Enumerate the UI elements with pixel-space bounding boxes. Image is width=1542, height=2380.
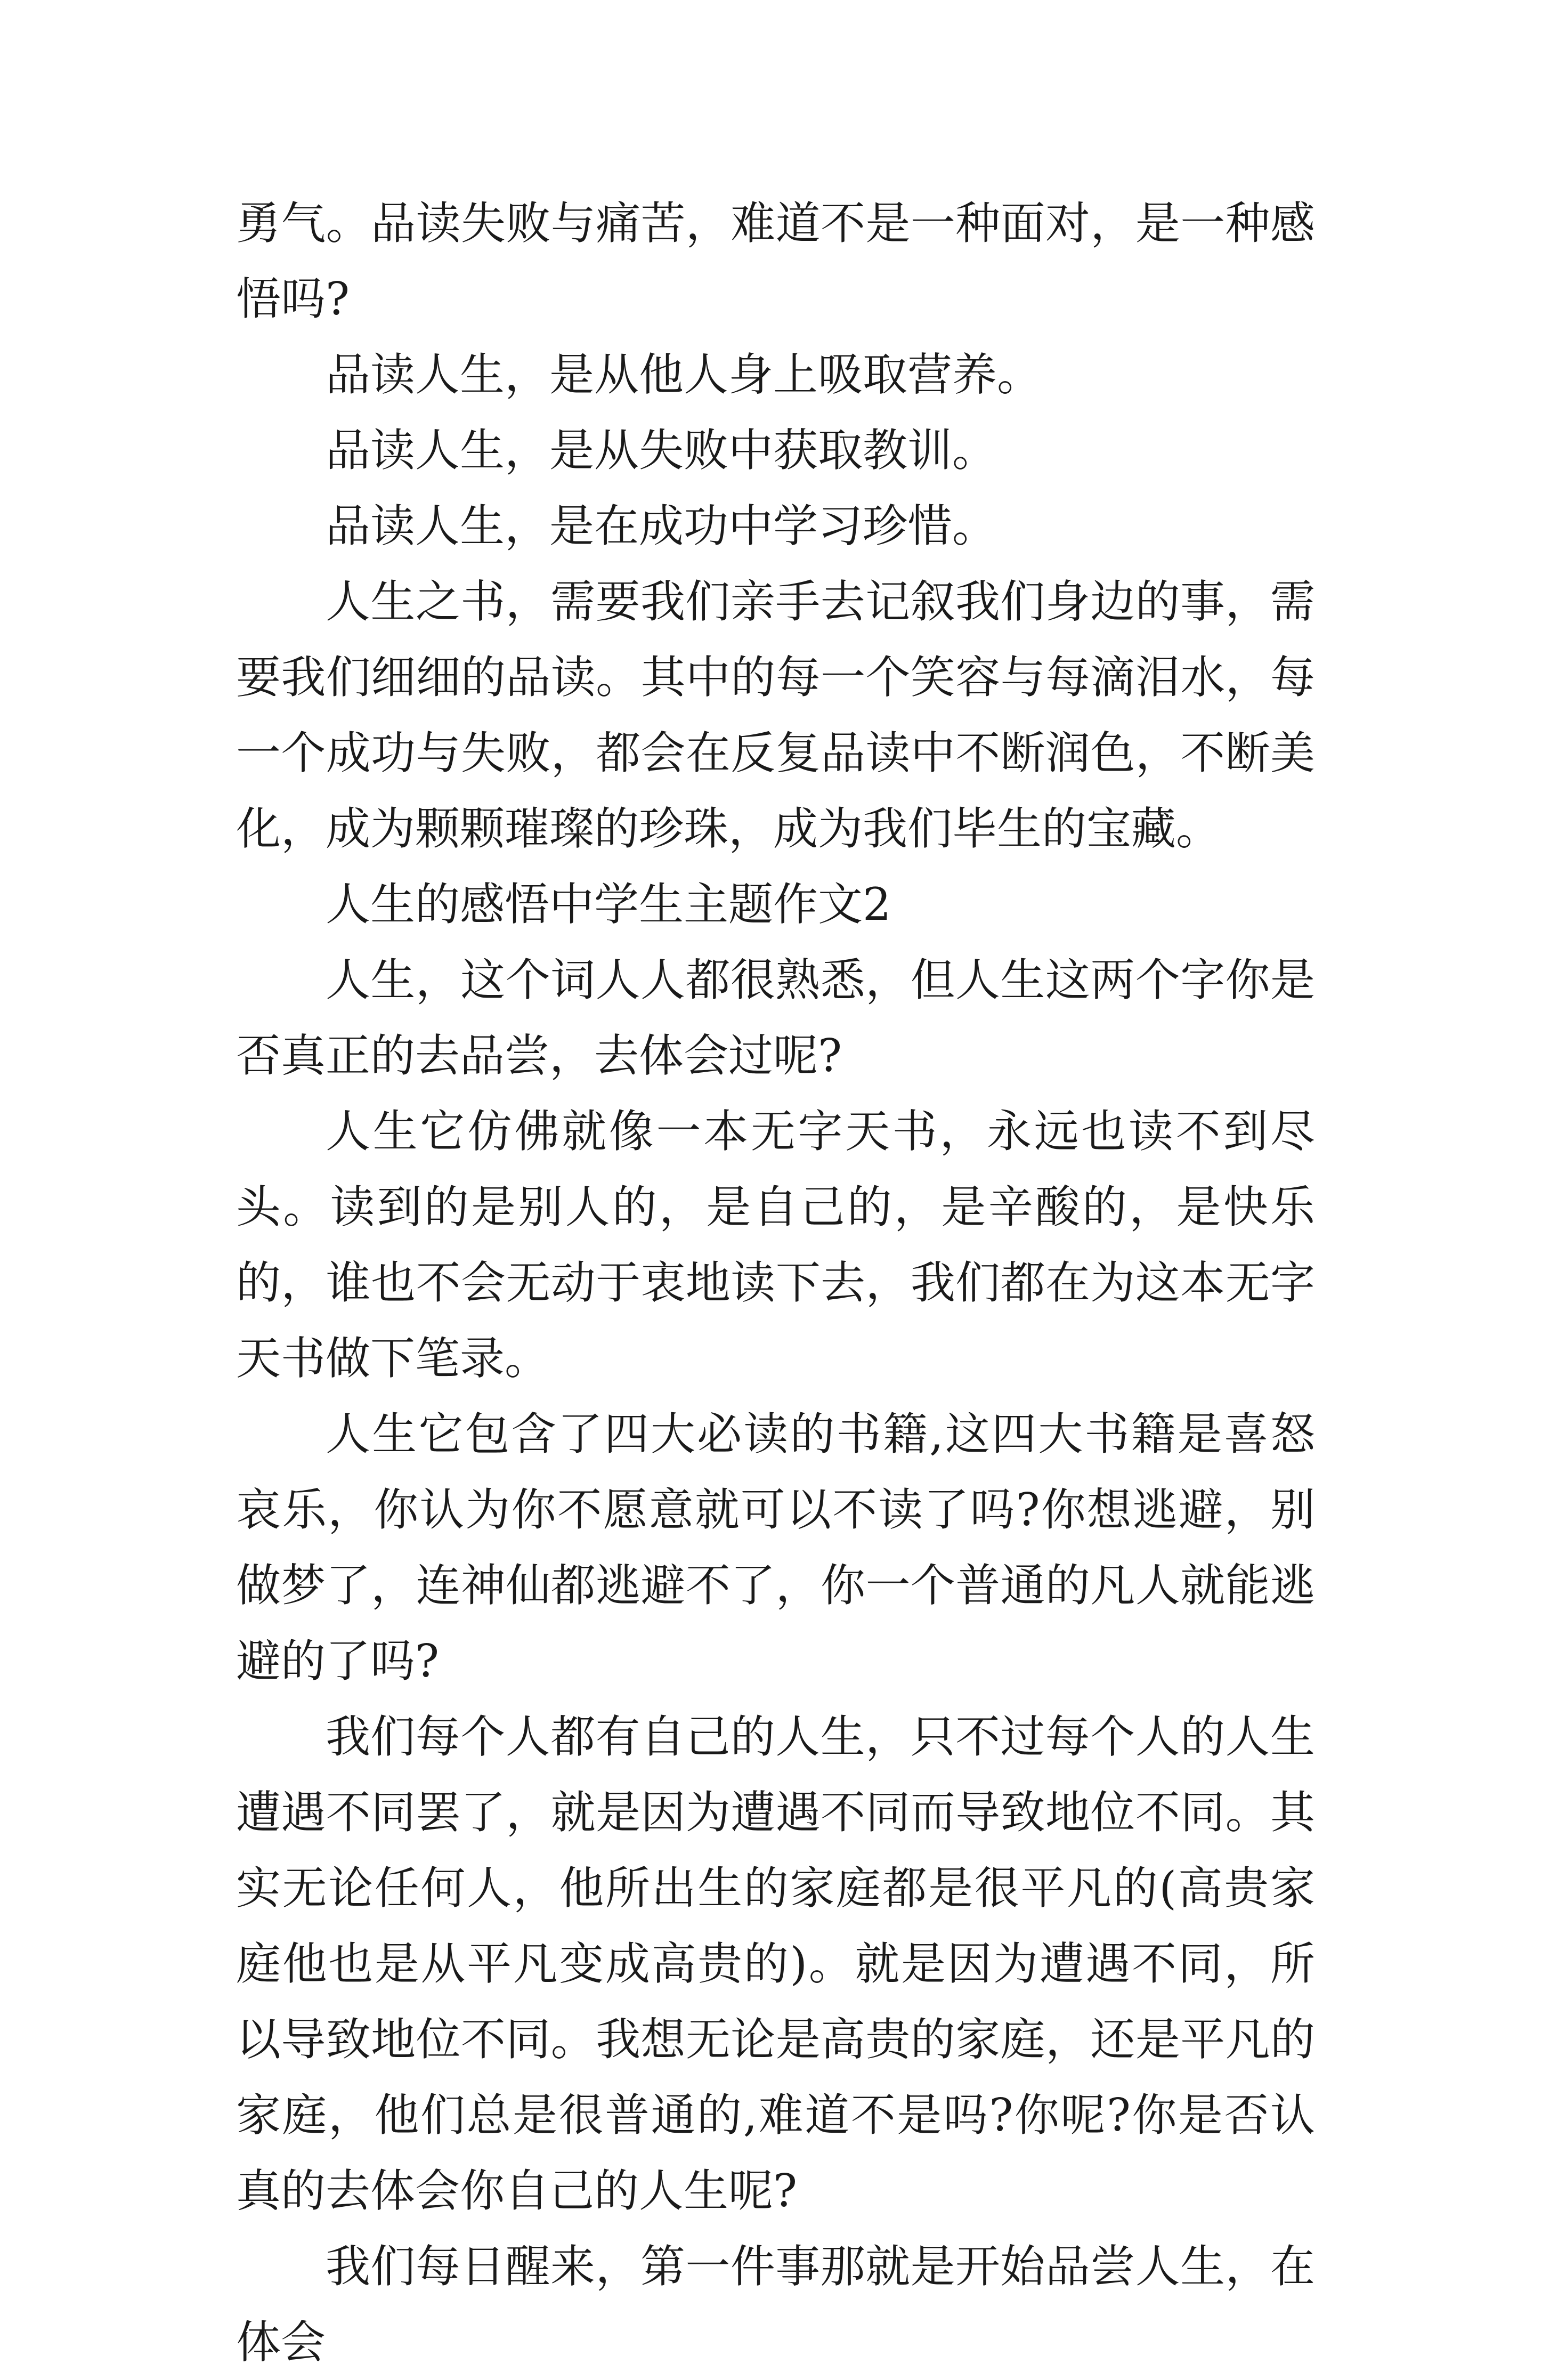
- paragraph-2: 品读人生，是从他人身上吸取营养。: [326, 349, 1042, 401]
- paragraph-5: 人生之书，需要我们亲手去记叙我们身边的事，需要我们细细的品读。其中的每一个笑容与每滴泪水，每一个成功与失败，都会在反复品读中不断润色，不断美化，成为颗颗璀璨的珍珠，成为我们毕生的宝藏。: [236, 576, 1315, 855]
- paragraph-9: 人生它包含了四大必读的书籍,这四大书籍是喜怒哀乐，你认为你不愿意就可以不读了吗?你想逃避，别做梦了，连神仙都逃避不了，你一个普通的凡人就能逃避的了吗?: [236, 1408, 1315, 1687]
- paragraph-1: 勇气。品读失败与痛苦，难道不是一种面对，是一种感悟吗?: [236, 197, 1315, 325]
- paragraph-4: 品读人生，是在成功中学习珍惜。: [326, 500, 997, 552]
- essay-text: [236, 185, 1315, 2380]
- paragraph-8: 人生它仿佛就像一本无字天书，永远也读不到尽头。读到的是别人的，是自己的，是辛酸的，是快乐的，谁也不会无动于衷地读下去，我们都在为这本无字天书做下笔录。: [236, 1105, 1315, 1385]
- paragraph-10: 我们每个人都有自己的人生，只不过每个人的人生遭遇不同罢了，就是因为遭遇不同而导致地位不同。其实无论任何人，他所出生的家庭都是很平凡的(高贵家庭他也是从平凡变成高贵的)。就是因为遭遇不同，所以导致地位不同。我想无论是高贵的家庭，还是平凡的家庭，他们总是很普通的,难道不是吗?你呢?你是否认真的去体会你自己的人生呢?: [236, 1711, 1315, 2217]
- paragraph-3: 品读人生，是从失败中获取教训。: [326, 424, 997, 476]
- essay-heading: 人生的感悟中学生主题作文2: [326, 878, 891, 930]
- paragraph-11: 我们每日醒来，第一件事那就是开始品尝人生，在体会: [236, 2240, 1315, 2368]
- paragraph-7: 人生，这个词人人都很熟悉，但人生这两个字你是否真正的去品尝，去体会过呢?: [236, 954, 1315, 1082]
